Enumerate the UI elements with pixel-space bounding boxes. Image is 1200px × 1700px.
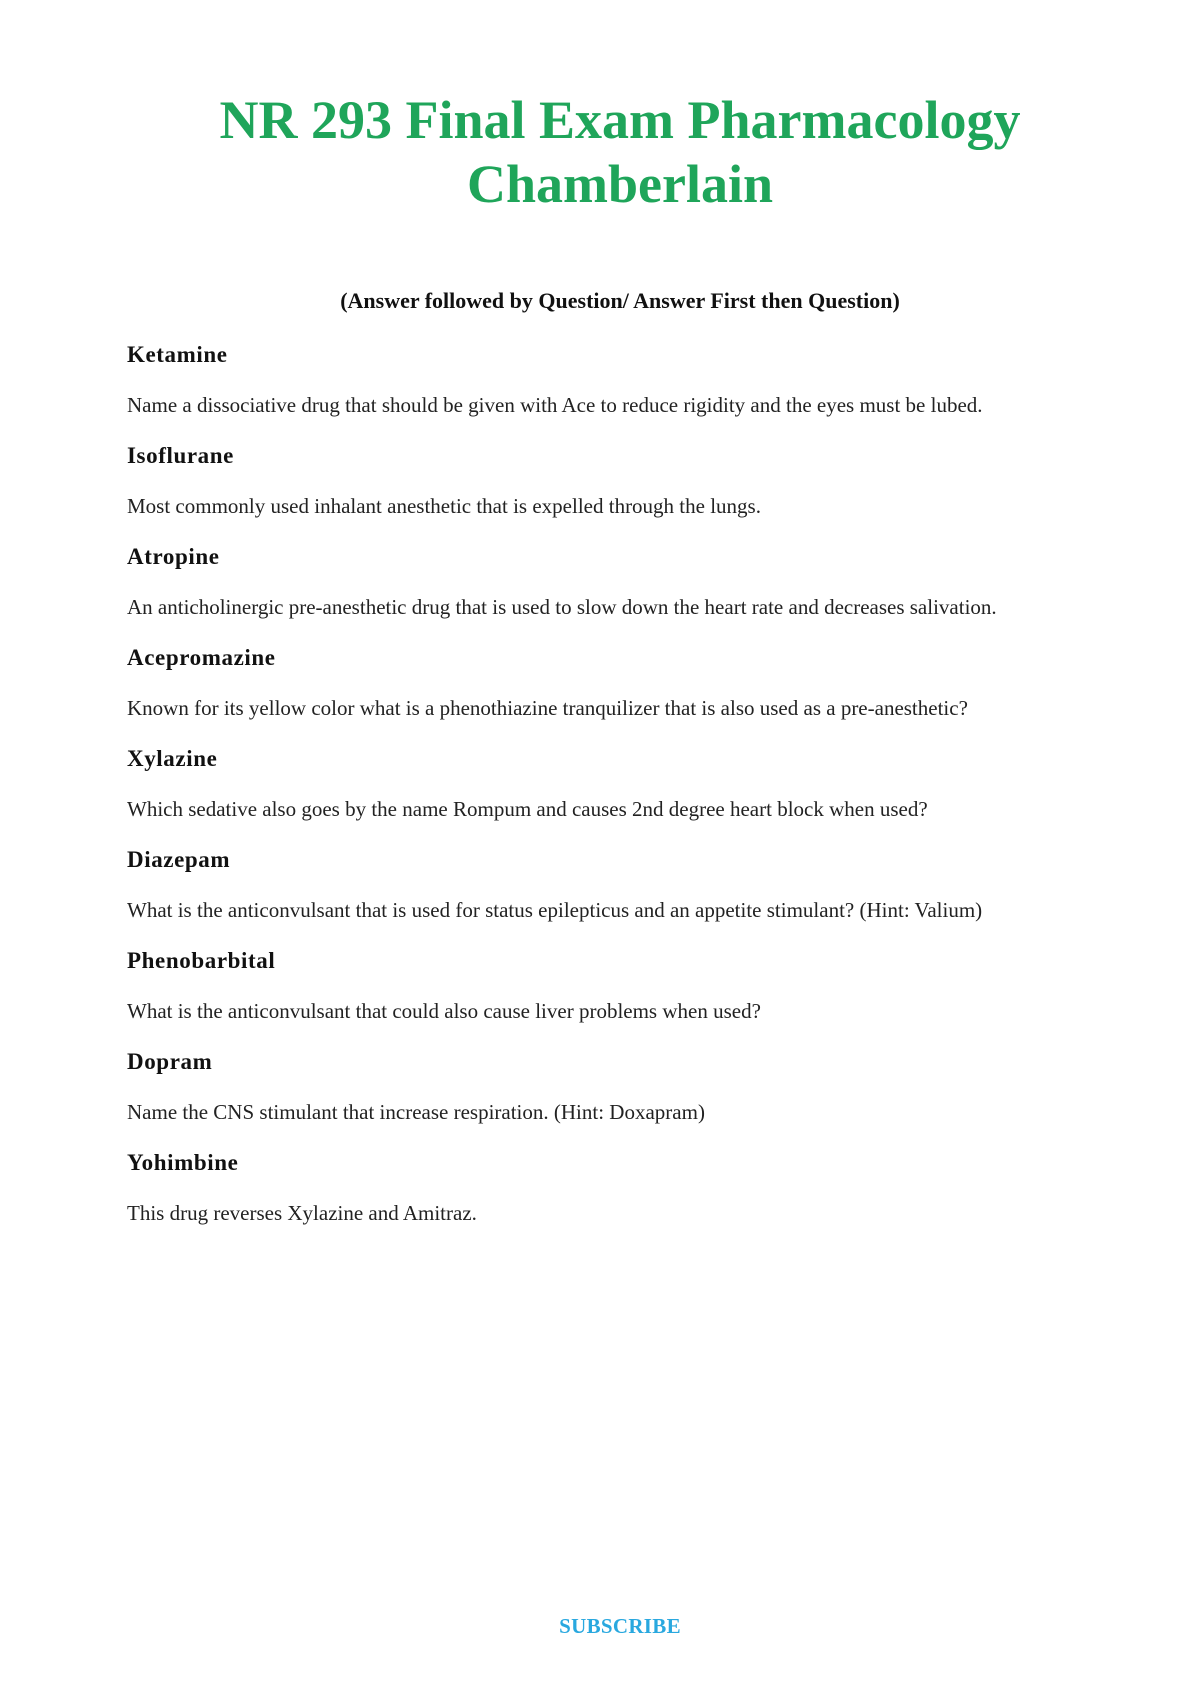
question-text: Most commonly used inhalant anesthetic that is expelled through the lungs.: [127, 494, 761, 518]
qa-item-atropine: [127, 542, 1067, 621]
answer-heading: Xylazine: [127, 746, 218, 771]
qa-item-dopram: [127, 1047, 1067, 1126]
question-text: Known for its yellow color what is a phenothiazine tranquilizer that is also used as a pre-anesthetic?: [127, 696, 968, 720]
question-text: Name the CNS stimulant that increase respiration. (Hint: Doxapram): [127, 1100, 705, 1124]
question-text: Which sedative also goes by the name Rompum and causes 2nd degree heart block when used?: [127, 797, 928, 821]
qa-item-diazepam: [127, 845, 1067, 924]
answer-heading: Phenobarbital: [127, 948, 276, 973]
qa-item-xylazine: [127, 744, 1067, 823]
answer-heading: Yohimbine: [127, 1150, 239, 1175]
question-text: Name a dissociative drug that should be given with Ace to reduce rigidity and the eyes must be lubed.: [127, 393, 983, 417]
answer-heading: Atropine: [127, 544, 220, 569]
qa-item-yohimbine: [127, 1148, 1067, 1227]
question-text: An anticholinergic pre-anesthetic drug that is used to slow down the heart rate and decreases salivation.: [127, 595, 997, 619]
question-text: This drug reverses Xylazine and Amitraz.: [127, 1201, 477, 1225]
question-text: What is the anticonvulsant that is used for status epilepticus and an appetite stimulant? (Hint: Valium): [127, 898, 983, 922]
qa-item-phenobarbital: [127, 946, 1067, 1025]
answer-heading: Acepromazine: [127, 645, 276, 670]
qa-list: [127, 340, 1067, 1249]
answer-heading: Diazepam: [127, 847, 231, 872]
document-subtitle: (Answer followed by Question/ Answer First then Question): [340, 288, 900, 313]
qa-item-acepromazine: [127, 643, 1067, 722]
title-line-1: NR 293 Final Exam Pharmacology: [219, 90, 1021, 150]
subscribe-link[interactable]: SUBSCRIBE: [559, 1614, 681, 1638]
qa-item-isoflurane: [127, 441, 1067, 520]
answer-heading: Isoflurane: [127, 443, 234, 468]
question-text: What is the anticonvulsant that could also cause liver problems when used?: [127, 999, 761, 1023]
document-title: [120, 88, 1120, 216]
answer-heading: Ketamine: [127, 342, 228, 367]
answer-heading: Dopram: [127, 1049, 213, 1074]
title-line-2: Chamberlain: [466, 154, 774, 214]
qa-item-ketamine: [127, 340, 1067, 419]
